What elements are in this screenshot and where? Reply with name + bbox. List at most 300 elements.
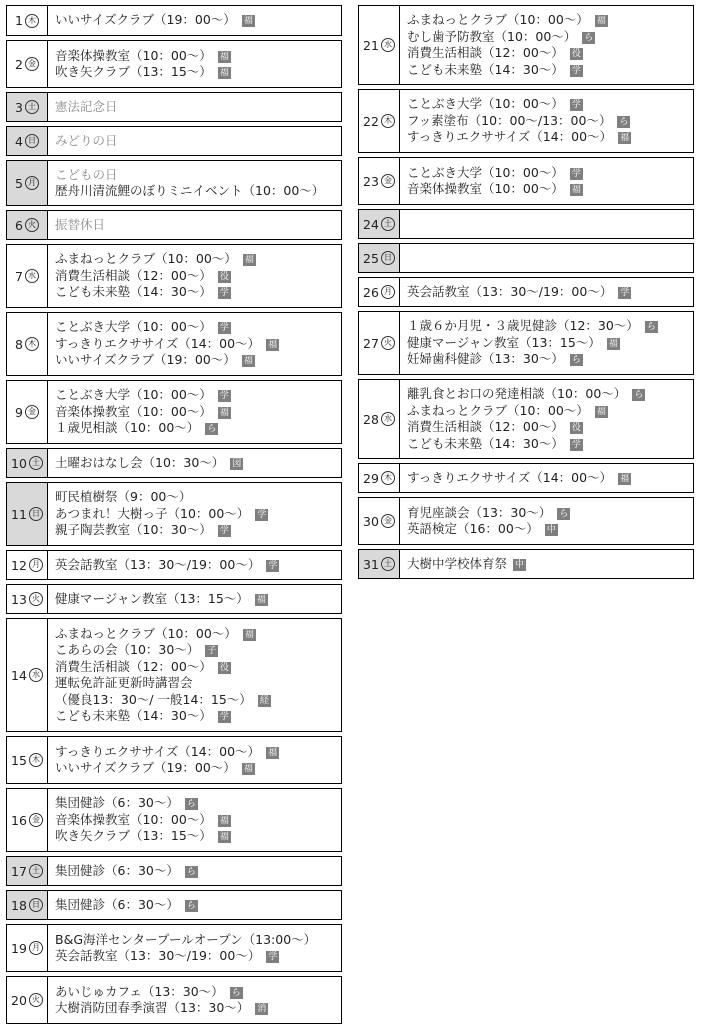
- calendar-day-row: [6, 312, 342, 376]
- calendar-day-row: [6, 736, 342, 784]
- calendar-day-row: [358, 311, 694, 375]
- day-cell: [358, 464, 400, 492]
- category-tag: 福: [243, 356, 253, 367]
- category-tag: 学: [268, 952, 278, 962]
- category-tag: 福: [268, 747, 278, 758]
- event-text: ことぶき大学（10：00～）: [55, 319, 212, 335]
- category-tag: ら: [231, 987, 241, 998]
- calendar-day-row: [358, 379, 694, 459]
- weekday-badge: 土: [29, 456, 43, 470]
- event-item: [407, 521, 693, 538]
- weekday-badge: 火: [29, 993, 43, 1007]
- event-item: [407, 165, 693, 182]
- event-item: [55, 336, 341, 353]
- event-text: ふまねっとクラブ（10：00～）: [55, 251, 237, 267]
- events-cell: [48, 925, 341, 971]
- calendar-day-row: [6, 5, 342, 36]
- holiday-name: [55, 217, 341, 234]
- category-tag: ら: [207, 424, 217, 435]
- events-cell: [400, 464, 693, 492]
- event-item: [55, 522, 341, 539]
- day-number: 27: [363, 335, 379, 351]
- event-item: [407, 284, 693, 301]
- day-cell: [358, 278, 400, 306]
- event-text: 英会話教室（13：30～/19：00～）: [55, 556, 261, 572]
- category-tag: 経: [259, 695, 269, 706]
- day-cell: [358, 210, 400, 238]
- weekday-badge: 土: [29, 864, 43, 878]
- event-item: [407, 318, 693, 335]
- events-cell: [48, 789, 341, 851]
- calendar-day-row: [6, 126, 342, 156]
- day-cell: [358, 244, 400, 272]
- event-text: １歳児相談（10：00～）: [55, 420, 200, 436]
- event-item: [407, 96, 693, 113]
- event-item: [55, 506, 341, 523]
- event-text: 音楽体操教室（10：00～）: [55, 811, 212, 827]
- events-cell: [48, 483, 341, 545]
- event-item: [55, 984, 341, 1001]
- day-number: 5: [15, 175, 23, 191]
- event-text: 英語検定（16：00～）: [407, 521, 539, 536]
- event-text: 離乳食とお口の発達相談（10：00～）: [407, 386, 627, 401]
- calendar-day-row: [6, 40, 342, 88]
- events-cell: [400, 6, 693, 84]
- calendar-day-row: [6, 618, 342, 732]
- event-text: （優良13：30～/ 一般14：15～）: [55, 691, 252, 707]
- calendar-right-column: [358, 5, 694, 579]
- category-tag: 福: [256, 594, 266, 605]
- day-cell: [358, 498, 400, 544]
- calendar-day-row: [6, 244, 342, 308]
- event-text: いいサイズクラブ（19：00～）: [55, 352, 236, 368]
- event-text: みどりの日: [55, 132, 118, 148]
- events-cell: [48, 211, 341, 239]
- events-cell: [48, 41, 341, 87]
- event-item: [55, 352, 341, 369]
- category-tag: 学: [571, 168, 581, 179]
- weekday-badge: 土: [381, 217, 395, 231]
- events-cell: [48, 127, 341, 155]
- event-item: [55, 897, 341, 914]
- weekday-badge: 木: [25, 337, 39, 351]
- category-tag: ら: [619, 116, 629, 127]
- calendar-day-row: [358, 5, 694, 85]
- day-cell: [6, 41, 48, 87]
- event-item: [55, 812, 341, 829]
- event-text: 吹き矢クラブ（13：15～）: [55, 64, 212, 79]
- day-number: 10: [11, 455, 27, 471]
- event-item: [55, 48, 341, 65]
- calendar-day-row: [358, 209, 694, 239]
- day-cell: [6, 925, 48, 971]
- weekday-badge: 金: [381, 514, 395, 528]
- event-text: すっきりエクササイズ（14：00～）: [407, 469, 613, 485]
- event-item: [55, 251, 341, 268]
- category-tag: 福: [571, 185, 581, 195]
- event-text: 音楽体操教室（10：00～）: [55, 47, 212, 63]
- event-text: 消費生活相談（12：00～）: [55, 658, 212, 674]
- events-cell: [400, 244, 693, 272]
- event-text: 町民植樹祭（9：00～）: [55, 489, 192, 505]
- day-cell: [6, 737, 48, 783]
- events-cell: [48, 6, 341, 35]
- category-tag: 役: [571, 49, 581, 59]
- category-tag: ら: [646, 322, 656, 333]
- event-text: 消費生活相談（12：00～）: [407, 45, 564, 60]
- calendar-day-row: [358, 157, 694, 205]
- category-tag: ら: [634, 390, 644, 400]
- holiday-name: [55, 99, 341, 116]
- event-text: 運転免許証更新時講習会: [55, 675, 193, 690]
- event-item: [55, 183, 341, 200]
- day-cell: [6, 789, 48, 851]
- event-text: 集団健診（6：30～）: [55, 862, 179, 878]
- weekday-badge: 金: [25, 405, 39, 419]
- calendar-day-row: [358, 277, 694, 307]
- events-cell: [48, 737, 341, 783]
- category-tag: 福: [596, 406, 606, 417]
- weekday-badge: 日: [29, 898, 43, 912]
- event-item: [55, 489, 341, 506]
- category-tag: 福: [219, 68, 229, 78]
- category-tag: 学: [219, 323, 229, 334]
- event-text: むし歯予防教室（10：00～）: [407, 28, 577, 44]
- day-number: 18: [11, 897, 27, 913]
- day-cell: [6, 93, 48, 121]
- category-tag: 学: [571, 65, 581, 76]
- event-item: [55, 626, 341, 643]
- events-cell: [48, 449, 341, 477]
- category-tag: 福: [620, 473, 630, 484]
- event-item: [407, 45, 693, 62]
- weekday-badge: 木: [29, 753, 43, 767]
- event-text: 集団健診（6：30～）: [55, 896, 179, 912]
- category-tag: 福: [596, 16, 606, 26]
- calendar-day-row: [358, 497, 694, 545]
- day-cell: [6, 585, 48, 613]
- day-number: 31: [363, 556, 379, 572]
- category-tag: ら: [186, 900, 196, 911]
- event-text: すっきりエクササイズ（14：00～）: [55, 743, 261, 759]
- category-tag: 福: [219, 51, 229, 62]
- event-text: 憲法記念日: [55, 98, 118, 114]
- events-cell: [48, 891, 341, 919]
- category-tag: 役: [571, 423, 581, 433]
- events-cell: [48, 551, 341, 579]
- event-item: [407, 351, 693, 368]
- events-cell: [48, 977, 341, 1023]
- category-tag: 役: [219, 662, 229, 673]
- event-item: [55, 642, 341, 659]
- calendar-day-row: [358, 89, 694, 153]
- event-item: [55, 420, 341, 437]
- event-text: こども未来塾（14：30～）: [407, 61, 564, 77]
- event-text: 育児座談会（13：30～）: [407, 504, 552, 520]
- event-text: 健康マージャン教室（13：15～）: [55, 590, 249, 606]
- event-text: 大樹中学校体育祭: [407, 555, 508, 571]
- day-cell: [6, 449, 48, 477]
- weekday-badge: 月: [29, 941, 43, 955]
- event-text: あいじゅカフェ（13：30～）: [55, 983, 224, 999]
- events-cell: [48, 381, 341, 443]
- category-tag: ら: [571, 355, 581, 366]
- category-tag: 福: [243, 16, 253, 27]
- event-item: [407, 181, 693, 198]
- event-item: [55, 744, 341, 761]
- event-item: [407, 62, 693, 79]
- category-tag: 福: [268, 339, 278, 350]
- day-number: 29: [363, 470, 379, 486]
- events-cell: [48, 245, 341, 307]
- weekday-badge: 水: [381, 412, 395, 426]
- category-tag: ら: [584, 32, 594, 43]
- event-text: すっきりエクササイズ（14：00～）: [55, 335, 261, 351]
- calendar-day-row: [6, 448, 342, 478]
- weekday-badge: 水: [29, 668, 43, 682]
- category-tag: 学: [219, 712, 229, 722]
- day-number: 13: [11, 591, 27, 607]
- event-text: ふまねっとクラブ（10：00～）: [407, 402, 589, 418]
- event-text: 消費生活相談（12：00～）: [407, 419, 564, 434]
- event-text: 歴舟川清流鯉のぼりミニイベント（10：00～）: [55, 183, 325, 198]
- category-tag: ら: [186, 866, 196, 877]
- day-number: 22: [363, 113, 379, 129]
- event-item: [55, 948, 341, 965]
- event-item: [55, 455, 341, 472]
- event-text: こあらの会（10：30～）: [55, 642, 200, 657]
- event-text: ことぶき大学（10：00～）: [55, 387, 212, 403]
- day-cell: [358, 158, 400, 204]
- events-cell: [48, 619, 341, 731]
- event-text: あつまれ！大樹っ子（10：00～）: [55, 505, 250, 521]
- calendar-day-row: [6, 788, 342, 852]
- event-item: [407, 386, 693, 403]
- day-cell: [6, 127, 48, 155]
- event-item: [55, 863, 341, 880]
- weekday-badge: 火: [25, 218, 39, 232]
- event-item: [55, 591, 341, 608]
- day-cell: [6, 381, 48, 443]
- day-cell: [358, 312, 400, 374]
- event-item: [55, 828, 341, 845]
- day-number: 3: [15, 99, 23, 115]
- calendar-day-row: [358, 243, 694, 273]
- calendar-day-row: [6, 976, 342, 1024]
- event-item: [55, 932, 341, 949]
- day-number: 20: [11, 992, 27, 1008]
- day-cell: [6, 313, 48, 375]
- calendar-day-row: [6, 210, 342, 240]
- category-tag: 福: [244, 255, 254, 266]
- category-tag: 消: [257, 1004, 267, 1014]
- calendar-day-row: [6, 482, 342, 546]
- day-cell: [6, 551, 48, 579]
- weekday-badge: 日: [29, 507, 43, 521]
- day-cell: [6, 619, 48, 731]
- day-number: 14: [11, 667, 27, 683]
- day-number: 2: [15, 56, 23, 72]
- category-tag: 福: [219, 407, 229, 418]
- event-item: [407, 419, 693, 436]
- calendar-day-row: [6, 550, 342, 580]
- calendar-day-row: [6, 92, 342, 122]
- weekday-badge: 月: [29, 558, 43, 572]
- event-item: [407, 12, 693, 29]
- event-text: ことぶき大学（10：00～）: [407, 96, 564, 112]
- category-tag: 中: [515, 559, 525, 570]
- weekday-badge: 木: [381, 114, 395, 128]
- events-cell: [48, 585, 341, 613]
- events-cell: [400, 498, 693, 544]
- category-tag: 学: [620, 287, 630, 298]
- weekday-badge: 日: [381, 251, 395, 265]
- day-number: 24: [363, 216, 379, 232]
- day-number: 16: [11, 812, 27, 828]
- event-item: [407, 29, 693, 46]
- category-tag: 学: [219, 391, 229, 402]
- category-tag: 福: [620, 133, 630, 144]
- day-cell: [358, 90, 400, 152]
- event-item: [407, 505, 693, 522]
- event-text: いいサイズクラブ（19：00～）: [55, 12, 236, 28]
- day-number: 23: [363, 173, 379, 189]
- event-item: [55, 692, 341, 709]
- day-cell: [358, 550, 400, 578]
- category-tag: 福: [244, 629, 254, 640]
- events-cell: [400, 278, 693, 306]
- holiday-name: [55, 133, 341, 150]
- event-item: [55, 760, 341, 777]
- event-item: [407, 436, 693, 453]
- weekday-badge: 土: [381, 557, 395, 571]
- calendar-day-row: [358, 463, 694, 493]
- events-cell: [400, 210, 693, 238]
- category-tag: 福: [219, 815, 229, 826]
- day-number: 17: [11, 863, 27, 879]
- category-tag: 図: [232, 458, 242, 469]
- calendar-day-row: [6, 924, 342, 972]
- event-item: [55, 795, 341, 812]
- events-cell: [48, 313, 341, 375]
- day-number: 1: [15, 13, 23, 28]
- event-text: フッ素塗布（10：00～/13：00～）: [407, 112, 612, 128]
- event-item: [407, 403, 693, 420]
- event-item: [55, 64, 341, 81]
- event-item: [55, 387, 341, 404]
- event-text: 音楽体操教室（10：00～）: [55, 403, 212, 419]
- day-number: 15: [11, 752, 27, 768]
- day-number: 25: [363, 250, 379, 266]
- event-text: こども未来塾（14：30～）: [407, 435, 564, 451]
- event-text: いいサイズクラブ（19：00～）: [55, 760, 236, 775]
- event-text: こどもの日: [55, 166, 118, 182]
- event-item: [407, 113, 693, 130]
- weekday-badge: 金: [29, 813, 43, 827]
- event-text: ふまねっとクラブ（10：00～）: [55, 625, 237, 641]
- weekday-badge: 火: [381, 336, 395, 350]
- weekday-badge: 金: [381, 174, 395, 188]
- event-text: 英会話教室（13：30～/19：00～）: [407, 283, 613, 299]
- event-text: 土曜おはなし会（10：30～）: [55, 454, 225, 470]
- calendar-day-row: [6, 584, 342, 614]
- category-tag: 役: [219, 271, 229, 282]
- day-number: 7: [15, 268, 23, 284]
- event-item: [55, 557, 341, 574]
- weekday-badge: 水: [381, 38, 395, 52]
- event-item: [55, 404, 341, 421]
- category-tag: ら: [559, 508, 569, 519]
- weekday-badge: 火: [29, 592, 43, 606]
- event-text: 英会話教室（13：30～/19：00～）: [55, 948, 261, 963]
- events-cell: [400, 312, 693, 374]
- day-cell: [6, 857, 48, 885]
- day-number: 11: [11, 506, 27, 522]
- events-cell: [48, 93, 341, 121]
- day-cell: [358, 6, 400, 84]
- event-text: こども未来塾（14：30～）: [55, 284, 212, 300]
- day-number: 28: [363, 411, 379, 427]
- category-tag: 中: [546, 525, 556, 535]
- category-tag: 福: [219, 832, 229, 843]
- event-text: ふまねっとクラブ（10：00～）: [407, 12, 589, 27]
- event-text: 親子陶芸教室（10：30～）: [55, 522, 212, 538]
- category-tag: 学: [268, 560, 278, 571]
- event-text: こども未来塾（14：30～）: [55, 708, 212, 723]
- weekday-badge: 金: [25, 57, 39, 71]
- day-number: 9: [15, 404, 23, 420]
- calendar-left-column: [6, 5, 342, 1024]
- day-number: 30: [363, 513, 379, 529]
- weekday-badge: 水: [25, 269, 39, 283]
- event-item: [55, 659, 341, 676]
- event-text: すっきりエクササイズ（14：00～）: [407, 129, 613, 145]
- event-text: 集団健診（6：30～）: [55, 795, 179, 811]
- event-text: ことぶき大学（10：00～）: [407, 164, 564, 180]
- calendar-day-row: [358, 549, 694, 579]
- day-cell: [6, 161, 48, 205]
- category-tag: 福: [608, 338, 618, 349]
- category-tag: 学: [571, 100, 581, 111]
- event-item: [55, 268, 341, 285]
- holiday-name: [55, 167, 341, 184]
- event-text: 消費生活相談（12：00～）: [55, 267, 212, 283]
- day-number: 6: [15, 217, 23, 233]
- day-cell: [6, 891, 48, 919]
- event-item: [55, 12, 341, 29]
- day-cell: [6, 245, 48, 307]
- weekday-badge: 木: [381, 471, 395, 485]
- event-item: [407, 335, 693, 352]
- category-tag: 学: [219, 526, 229, 537]
- day-cell: [6, 483, 48, 545]
- day-number: 19: [11, 940, 27, 956]
- category-tag: 学: [257, 509, 267, 520]
- event-text: 大樹消防団春季演習（13：30～）: [55, 1000, 250, 1015]
- event-text: B&G海洋センタープールオープン（13:00～）: [55, 931, 317, 947]
- day-number: 8: [15, 336, 23, 352]
- event-text: 健康マージャン教室（13：15～）: [407, 334, 601, 350]
- event-text: 音楽体操教室（10：00～）: [407, 181, 564, 196]
- day-cell: [6, 211, 48, 239]
- event-item: [407, 129, 693, 146]
- day-number: 26: [363, 284, 379, 300]
- weekday-badge: 月: [25, 176, 39, 190]
- category-tag: 学: [571, 439, 581, 450]
- events-cell: [400, 380, 693, 458]
- category-tag: 学: [219, 288, 229, 299]
- day-cell: [358, 380, 400, 458]
